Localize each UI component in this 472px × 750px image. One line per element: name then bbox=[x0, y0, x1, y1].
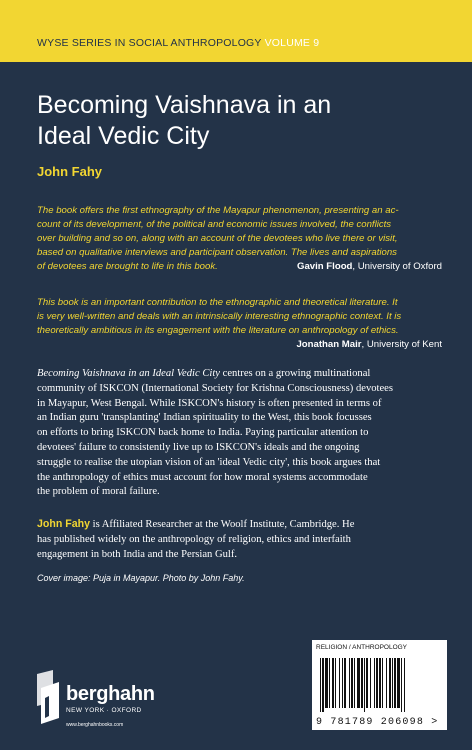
description-line bbox=[37, 367, 442, 382]
barcode-bar bbox=[389, 658, 391, 708]
review-line: based on qualitative interviews and participant observation. The lives and aspirations bbox=[37, 247, 397, 258]
series-label bbox=[37, 37, 319, 49]
publisher-name: berghahn bbox=[66, 683, 155, 705]
barcode-bar bbox=[342, 658, 343, 708]
bio-line-rest: is Affiliated Researcher at the Woolf Institute, Cambridge. He bbox=[89, 519, 355, 530]
review-line: of devotees are brought to life in this book. bbox=[37, 261, 218, 272]
bio-line: has published widely on the anthropology of religion, ethics and interfaith bbox=[37, 533, 351, 545]
barcode-bar bbox=[382, 658, 383, 708]
reviewer-attribution bbox=[297, 260, 442, 274]
bio-line bbox=[37, 517, 442, 533]
series-volume: VOLUME 9 bbox=[264, 37, 320, 49]
author-name: John Fahy bbox=[37, 164, 103, 179]
review-line: theoretically ambitious in its engagement with the literature on anthropology of ethics. bbox=[37, 325, 399, 336]
reviewer-name: Jonathan Mair bbox=[296, 339, 362, 350]
description-line-rest: centres on a growing multinational bbox=[220, 368, 371, 379]
book-description bbox=[37, 367, 442, 500]
series-name: WYSE SERIES IN SOCIAL ANTHROPOLOGY bbox=[37, 37, 262, 49]
barcode-bar bbox=[354, 658, 355, 708]
barcode-bar bbox=[392, 658, 393, 708]
description-line: community of ISKCON (International Society for Krishna Consciousness) devotees bbox=[37, 382, 394, 394]
barcode-bar bbox=[357, 658, 360, 708]
publisher-places: NEW YORK · OXFORD bbox=[66, 707, 142, 714]
review-line: This book is an important contribution to the ethnographic and theoretical literature. It bbox=[37, 297, 398, 308]
reviewer-attribution bbox=[37, 338, 442, 352]
subject-category: RELIGION / ANTHROPOLOGY bbox=[316, 644, 408, 651]
barcode-bar bbox=[320, 658, 321, 712]
bio-author-name: John Fahy bbox=[37, 518, 90, 530]
barcode-bar bbox=[366, 658, 368, 708]
description-line: an Indian guru 'transplanting' Indian spirituality to the West, this book focusses bbox=[37, 412, 372, 424]
description-line: devotees' failure to consistently live up to ISKCON's ideals and the ongoing bbox=[37, 441, 360, 453]
author-bio bbox=[37, 517, 442, 562]
barcode-bar bbox=[325, 658, 328, 708]
description-line: on efforts to bring ISKCON back home to India. Paying particular attention to bbox=[37, 427, 369, 439]
reviewer-affiliation: , University of Kent bbox=[361, 339, 442, 350]
barcode-bar bbox=[344, 658, 346, 708]
reviewer-name: Gavin Flood bbox=[296, 261, 353, 272]
review-line: is very well-written and deals with an intrinsically interesting ethnographic context. It is bbox=[37, 311, 402, 322]
barcode-bar bbox=[322, 658, 324, 712]
description-line: struggle to realise the utopian vision of an 'ideal Vedic city', this book argues that bbox=[37, 456, 381, 468]
publisher-url: www.berghahnbooks.com bbox=[66, 722, 124, 728]
barcode-bar bbox=[404, 658, 405, 712]
barcode-bar bbox=[335, 658, 336, 708]
description-line: the anthropology of ethics must account for how moral systems accommodate bbox=[37, 471, 368, 483]
review-end-line bbox=[37, 260, 442, 274]
book-title bbox=[37, 90, 437, 152]
title-line-2: Ideal Vedic City bbox=[37, 122, 210, 150]
bio-line: engagement in both India and the Persian Gulf. bbox=[37, 548, 238, 560]
publisher-wordmark bbox=[66, 683, 155, 714]
barcode-bar bbox=[339, 658, 340, 708]
barcode-bar bbox=[364, 658, 365, 712]
review-quote-2 bbox=[37, 296, 442, 352]
barcode-bar bbox=[394, 658, 396, 708]
barcode-bar bbox=[397, 658, 400, 708]
cover-image-credit: Cover image: Puja in Mayapur. Photo by John Fahy. bbox=[37, 573, 245, 583]
description-title: Becoming Vaishnava in an Ideal Vedic City bbox=[37, 368, 220, 379]
barcode-bar bbox=[386, 658, 387, 708]
barcode-bar bbox=[376, 658, 378, 708]
barcode-bar bbox=[379, 658, 381, 708]
barcode-bar bbox=[370, 658, 371, 708]
title-line-1: Becoming Vaishnava in an bbox=[37, 91, 332, 119]
description-line: in Mayapur, West Bengal. While ISKCON's history is often presented in terms of bbox=[37, 397, 382, 409]
barcode-bar bbox=[401, 658, 402, 712]
series-band bbox=[0, 0, 472, 62]
review-line: over building and so on, along with an account of the devotees who live there or visit, bbox=[37, 233, 398, 244]
barcode-icon bbox=[318, 658, 446, 716]
isbn-number: 9 781789 206098 > bbox=[316, 717, 439, 728]
review-line: The book offers the first ethnography of the Mayapur phenomenon, presenting an ac- bbox=[37, 205, 399, 216]
barcode-bar bbox=[361, 658, 363, 708]
review-quote-1 bbox=[37, 204, 442, 274]
barcode-bar bbox=[351, 658, 353, 708]
barcode-bar bbox=[332, 658, 334, 708]
reviewer-affiliation: , University of Oxford bbox=[352, 261, 442, 272]
review-line: count of its development, of the political and economic issues involved, the conflicts bbox=[37, 219, 392, 230]
barcode-bar bbox=[374, 658, 375, 708]
barcode-bar bbox=[329, 658, 330, 708]
barcode-bar bbox=[349, 658, 350, 708]
description-line: the problem of moral failure. bbox=[37, 486, 160, 498]
